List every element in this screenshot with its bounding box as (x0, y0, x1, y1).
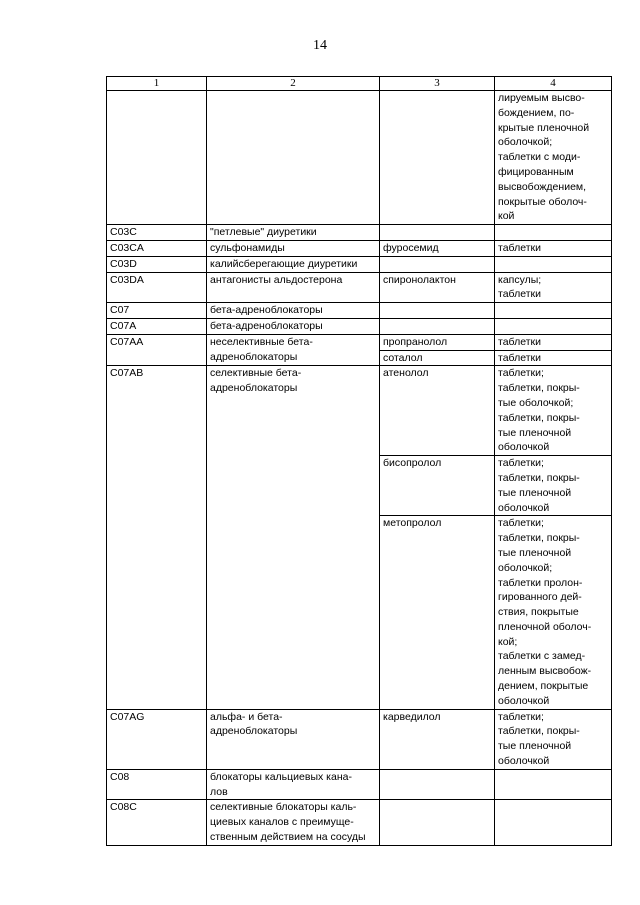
group-name-cell-line: циевых каналов с преимуще- (210, 816, 354, 829)
drug-name-cell (380, 350, 495, 366)
drug-name-cell (380, 516, 495, 709)
dosage-form-cell (495, 272, 612, 303)
group-name-cell (207, 91, 380, 225)
dosage-form-cell (495, 240, 612, 256)
dosage-form-cell-line: таблетки (498, 351, 541, 364)
drug-name-cell-line: спиронолактон (383, 273, 456, 286)
dosage-form-cell-line: оболочкой (498, 501, 550, 514)
group-name-cell (207, 256, 380, 272)
atc-code-cell: C07 (107, 303, 207, 319)
group-name-cell-line: бета-адреноблокаторы (210, 319, 323, 332)
dosage-form-cell-line: тые пленочной (498, 426, 572, 439)
dosage-form-cell-line: кой; (498, 635, 518, 648)
drug-name-cell (380, 334, 495, 350)
group-name-cell-line: ственным действием на сосуды (210, 831, 366, 844)
dosage-form-cell-line: фицированным (498, 165, 574, 178)
atc-code-cell: C03D (107, 256, 207, 272)
group-name-cell (207, 800, 380, 845)
drug-name-cell (380, 303, 495, 319)
drug-name-cell-line: пропранолол (383, 335, 448, 348)
dosage-form-cell-line: таблетки с моди- (498, 151, 581, 164)
dosage-form-cell (495, 456, 612, 516)
drug-name-cell (380, 256, 495, 272)
dosage-form-cell (495, 350, 612, 366)
dosage-form-cell (495, 366, 612, 456)
dosage-form-cell-line: кой (498, 210, 515, 223)
atc-code-cell: C08 (107, 769, 207, 800)
group-name-cell-line: антагонисты альдостерона (210, 273, 343, 286)
header-row (107, 77, 612, 91)
group-name-cell-line: адреноблокаторы (210, 350, 298, 363)
dosage-form-cell-line: таблетки пролон- (498, 576, 583, 589)
dosage-form-cell-line: дением, покрытые (498, 680, 589, 693)
dosage-form-cell-line: оболочкой (498, 694, 550, 707)
drug-name-cell (380, 800, 495, 845)
atc-code-cell (107, 91, 207, 225)
group-name-cell-line: бета-адреноблокаторы (210, 304, 323, 317)
dosage-form-cell (495, 516, 612, 709)
dosage-form-cell (495, 225, 612, 241)
dosage-form-cell-line: таблетки; (498, 517, 544, 530)
table-row (107, 769, 612, 800)
dosage-form-cell-line: гированного дей- (498, 591, 582, 604)
dosage-form-cell-line: покрытые оболоч- (498, 195, 587, 208)
group-name-cell (207, 272, 380, 303)
dosage-form-cell (495, 303, 612, 319)
atc-code-cell: C08C (107, 800, 207, 845)
group-name-cell-line: сульфонамиды (210, 241, 285, 254)
dosage-form-cell-line: таблетки (498, 241, 541, 254)
dosage-form-cell-line: оболочкой (498, 755, 550, 768)
dosage-form-cell-line: тые пленочной (498, 486, 572, 499)
table-row (107, 240, 612, 256)
dosage-form-cell (495, 769, 612, 800)
group-name-cell-line: блокаторы кальциевых кана- (210, 770, 352, 783)
dosage-form-cell-line: таблетки, покры- (498, 532, 580, 545)
atc-code-cell: C07AG (107, 709, 207, 769)
dosage-form-cell (495, 318, 612, 334)
dosage-form-cell-line: таблетки (498, 288, 541, 301)
drug-name-cell-line: метопролол (383, 517, 442, 530)
drug-name-cell (380, 366, 495, 456)
dosage-form-cell-line: таблетки; (498, 457, 544, 470)
dosage-form-cell-line: тые оболочкой; (498, 396, 574, 409)
table-row (107, 366, 612, 456)
dosage-form-cell-line: ленным высвобож- (498, 665, 592, 678)
header-col-3: 3 (380, 77, 495, 91)
dosage-form-cell-line: таблетки, покры- (498, 471, 580, 484)
group-name-cell-line: альфа- и бета- (210, 710, 283, 723)
table-row (107, 91, 612, 225)
atc-code-cell: C03CA (107, 240, 207, 256)
dosage-form-cell-line: лируемым высво- (498, 92, 585, 104)
group-name-cell (207, 709, 380, 769)
dosage-form-cell-line: таблетки, покры- (498, 411, 580, 424)
dosage-form-cell-line: оболочкой (498, 441, 550, 454)
atc-code-cell: C07AB (107, 366, 207, 709)
dosage-form-cell-line: таблетки, покры- (498, 725, 580, 738)
dosage-form-cell-line: таблетки; (498, 367, 544, 380)
drug-name-cell (380, 240, 495, 256)
dosage-form-cell-line: оболочкой; (498, 136, 553, 149)
table-row (107, 318, 612, 334)
drug-name-cell-line: карведилол (383, 710, 441, 723)
dosage-form-cell-line: капсулы; (498, 273, 542, 286)
drug-name-cell (380, 225, 495, 241)
drug-name-cell (380, 272, 495, 303)
group-name-cell (207, 303, 380, 319)
drug-name-cell (380, 91, 495, 225)
group-name-cell-line: адреноблокаторы (210, 382, 298, 395)
group-name-cell-line: лов (210, 785, 228, 798)
header-col-4: 4 (495, 77, 612, 91)
dosage-form-cell-line: тые пленочной (498, 546, 572, 559)
table-row (107, 272, 612, 303)
group-name-cell-line: селективные блокаторы каль- (210, 801, 357, 814)
drug-name-cell (380, 318, 495, 334)
table-row (107, 225, 612, 241)
group-name-cell (207, 366, 380, 709)
group-name-cell-line: адреноблокаторы (210, 725, 298, 738)
header-col-2: 2 (207, 77, 380, 91)
page-number: 14 (313, 38, 327, 53)
atc-code-cell: C07A (107, 318, 207, 334)
dosage-form-cell (495, 91, 612, 225)
table-row (107, 709, 612, 769)
table-row (107, 256, 612, 272)
drug-name-cell-line: фуросемид (383, 241, 439, 254)
table-row (107, 303, 612, 319)
group-name-cell (207, 318, 380, 334)
dosage-form-cell-line: таблетки с замед- (498, 650, 586, 663)
dosage-form-cell-line: таблетки; (498, 710, 544, 723)
group-name-cell (207, 769, 380, 800)
table-row (107, 334, 612, 350)
atc-code-cell: C07AA (107, 334, 207, 366)
dosage-form-cell-line: тые пленочной (498, 740, 572, 753)
drug-table (106, 76, 612, 846)
dosage-form-cell-line: крытые пленочной (498, 121, 590, 134)
group-name-cell-line: неселективные бета- (210, 335, 313, 348)
dosage-form-cell-line: таблетки, покры- (498, 382, 580, 395)
dosage-form-cell-line: пленочной оболоч- (498, 620, 592, 633)
header-col-1: 1 (107, 77, 207, 91)
drug-name-cell (380, 456, 495, 516)
dosage-form-cell-line: высвобождением, (498, 180, 587, 193)
group-name-cell (207, 240, 380, 256)
table-body (107, 91, 612, 846)
drug-name-cell-line: бисопролол (383, 457, 442, 470)
dosage-form-cell-line: бождением, по- (498, 106, 575, 119)
dosage-form-cell (495, 709, 612, 769)
drug-name-cell (380, 709, 495, 769)
atc-code-cell: C03C (107, 225, 207, 241)
dosage-form-cell (495, 334, 612, 350)
dosage-form-cell (495, 256, 612, 272)
dosage-form-cell-line: таблетки (498, 335, 541, 348)
group-name-cell (207, 334, 380, 366)
group-name-cell (207, 225, 380, 241)
group-name-cell-line: "петлевые" диуретики (210, 226, 317, 239)
drug-name-cell (380, 769, 495, 800)
drug-name-cell-line: атенолол (383, 367, 429, 380)
dosage-form-cell-line: оболочкой; (498, 561, 553, 574)
group-name-cell-line: калийсберегающие диуретики (210, 257, 358, 270)
dosage-form-cell-line: ствия, покрытые (498, 606, 579, 619)
table-row (107, 800, 612, 845)
dosage-form-cell (495, 800, 612, 845)
drug-name-cell-line: соталол (383, 351, 423, 364)
group-name-cell-line: селективные бета- (210, 367, 302, 380)
atc-code-cell: C03DA (107, 272, 207, 303)
